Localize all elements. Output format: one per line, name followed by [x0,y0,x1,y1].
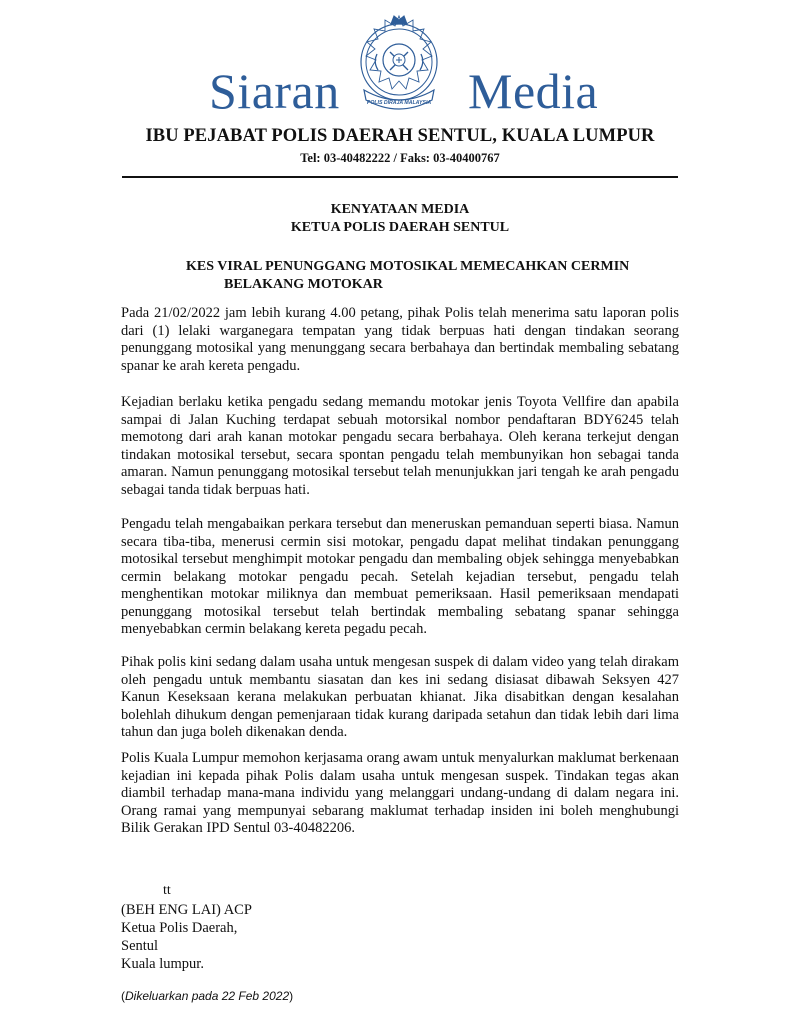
body-paragraph: Pihak polis kini sedang dalam usaha untuk mengesan suspek di dalam video yang telah dirakam oleh pengadu untuk membantu siasatan dan kes ini sedang disiasat dibawah Seksyen 427 Kanun Keseksaan kerana melakukan perbuatan khianat. Jika disabitkan dengan kesalahan bolehlah dihukum dengan pemenjaraan tidak kurang daripada setahun dan tidak lebih dari lima tahun dan juga boleh dikenakan denda. [121,654,679,740]
office-name: IBU PEJABAT POLIS DAERAH SENTUL, KUALA LUMPUR [145,126,655,146]
release-title-line2: BELAKANG MOTOKAR [224,277,383,292]
body-paragraph: Polis Kuala Lumpur memohon kerjasama orang awam untuk menyalurkan maklumat berkenaan kejadian ini kepada pihak Polis dalam usaha untuk mengesan suspek. Tindakan tegas akan diambil terhadap mana-mana individu yang melanggari undang-undang di dalam negara ini. Orang ramai yang mempunyai sebarang maklumat terhadap insiden ini boleh menghubungi Bilik Gerakan IPD Sentul 03-40482206. [121,750,679,836]
signatory-city: Kuala lumpur. [121,956,204,972]
issue-date-text: Dikeluarkan pada 22 Feb 2022 [125,989,290,1003]
body-paragraph: Pengadu telah mengabaikan perkara tersebut dan meneruskan pemanduan seperti biasa. Namun secara tiba-tiba, menerusi cermin sisi motokar, pengadu dapat melihat tindakan penunggang motosikal tersebut menghimpit motokar pengadu dan membaling objek sehingga menyebabkan cermin belakang motokar pengadu pecah. Setelah kejadian tersebut, pengadu telah menghentikan motokar miliknya dan membuat pemeriksaan. Hasil pemeriksaan mendapati penunggang motosikal tersebut telah bertindak membaling sebatang spanar sehingga menyebabkan cermin belakang kereta pegadu pecah. [121,516,679,637]
signatory-position: Ketua Polis Daerah, [121,920,238,936]
masthead [0,0,800,120]
crest-motto: POLIS DIRAJA MALAYSIA [366,100,432,106]
issue-date-note [121,989,293,1003]
issue-date-close: ) [289,989,294,1003]
statement-subheading: KETUA POLIS DAERAH SENTUL [290,220,510,235]
signature-mark: tt [163,883,171,898]
release-title-line1: KES VIRAL PENUNGGANG MOTOSIKAL MEMECAHKAN CERMIN [186,259,630,274]
issue-date-open: ( [121,989,125,1003]
masthead-left-word: Siaran [209,63,340,119]
body-paragraph: Pada 21/02/2022 jam lebih kurang 4.00 petang, pihak Polis telah menerima satu laporan polis dari (1) lelaki warganegara tempatan yang tidak berpuas hati dengan tindakan seorang penunggang motosikal yang menunggang secara berbahaya dan bertindak membaling sebatang spanar ke arah kereta pengadu. [121,305,679,374]
masthead-right-word: Media [468,63,599,119]
body-paragraph: Kejadian berlaku ketika pengadu sedang memandu motokar jenis Toyota Vellfire dan apabila sampai di Jalan Kuching terdapat sebuah motorsikal nombor pendaftaran BDY6245 telah memotong dari arah kanan motokar pengadu secara berbahaya. Oleh kerana terkejut dengan tindakan motosikal tersebut, secara spontan pengadu telah membunyikan hon sebagai tanda amaran. Namun penunggang motosikal tersebut telah menunjukkan jari tengah ke arah pengadu sebagai tanda tidak berpuas hati. [121,394,679,498]
police-crest-logo [350,10,448,110]
header-divider [122,176,678,178]
office-contact: Tel: 03-40482222 / Faks: 03-40400767 [300,151,500,165]
release-title [186,258,666,294]
signatory-name: (BEH ENG LAI) ACP [121,902,252,918]
statement-heading: KENYATAAN MEDIA [330,202,470,217]
signatory-district: Sentul [121,938,159,954]
